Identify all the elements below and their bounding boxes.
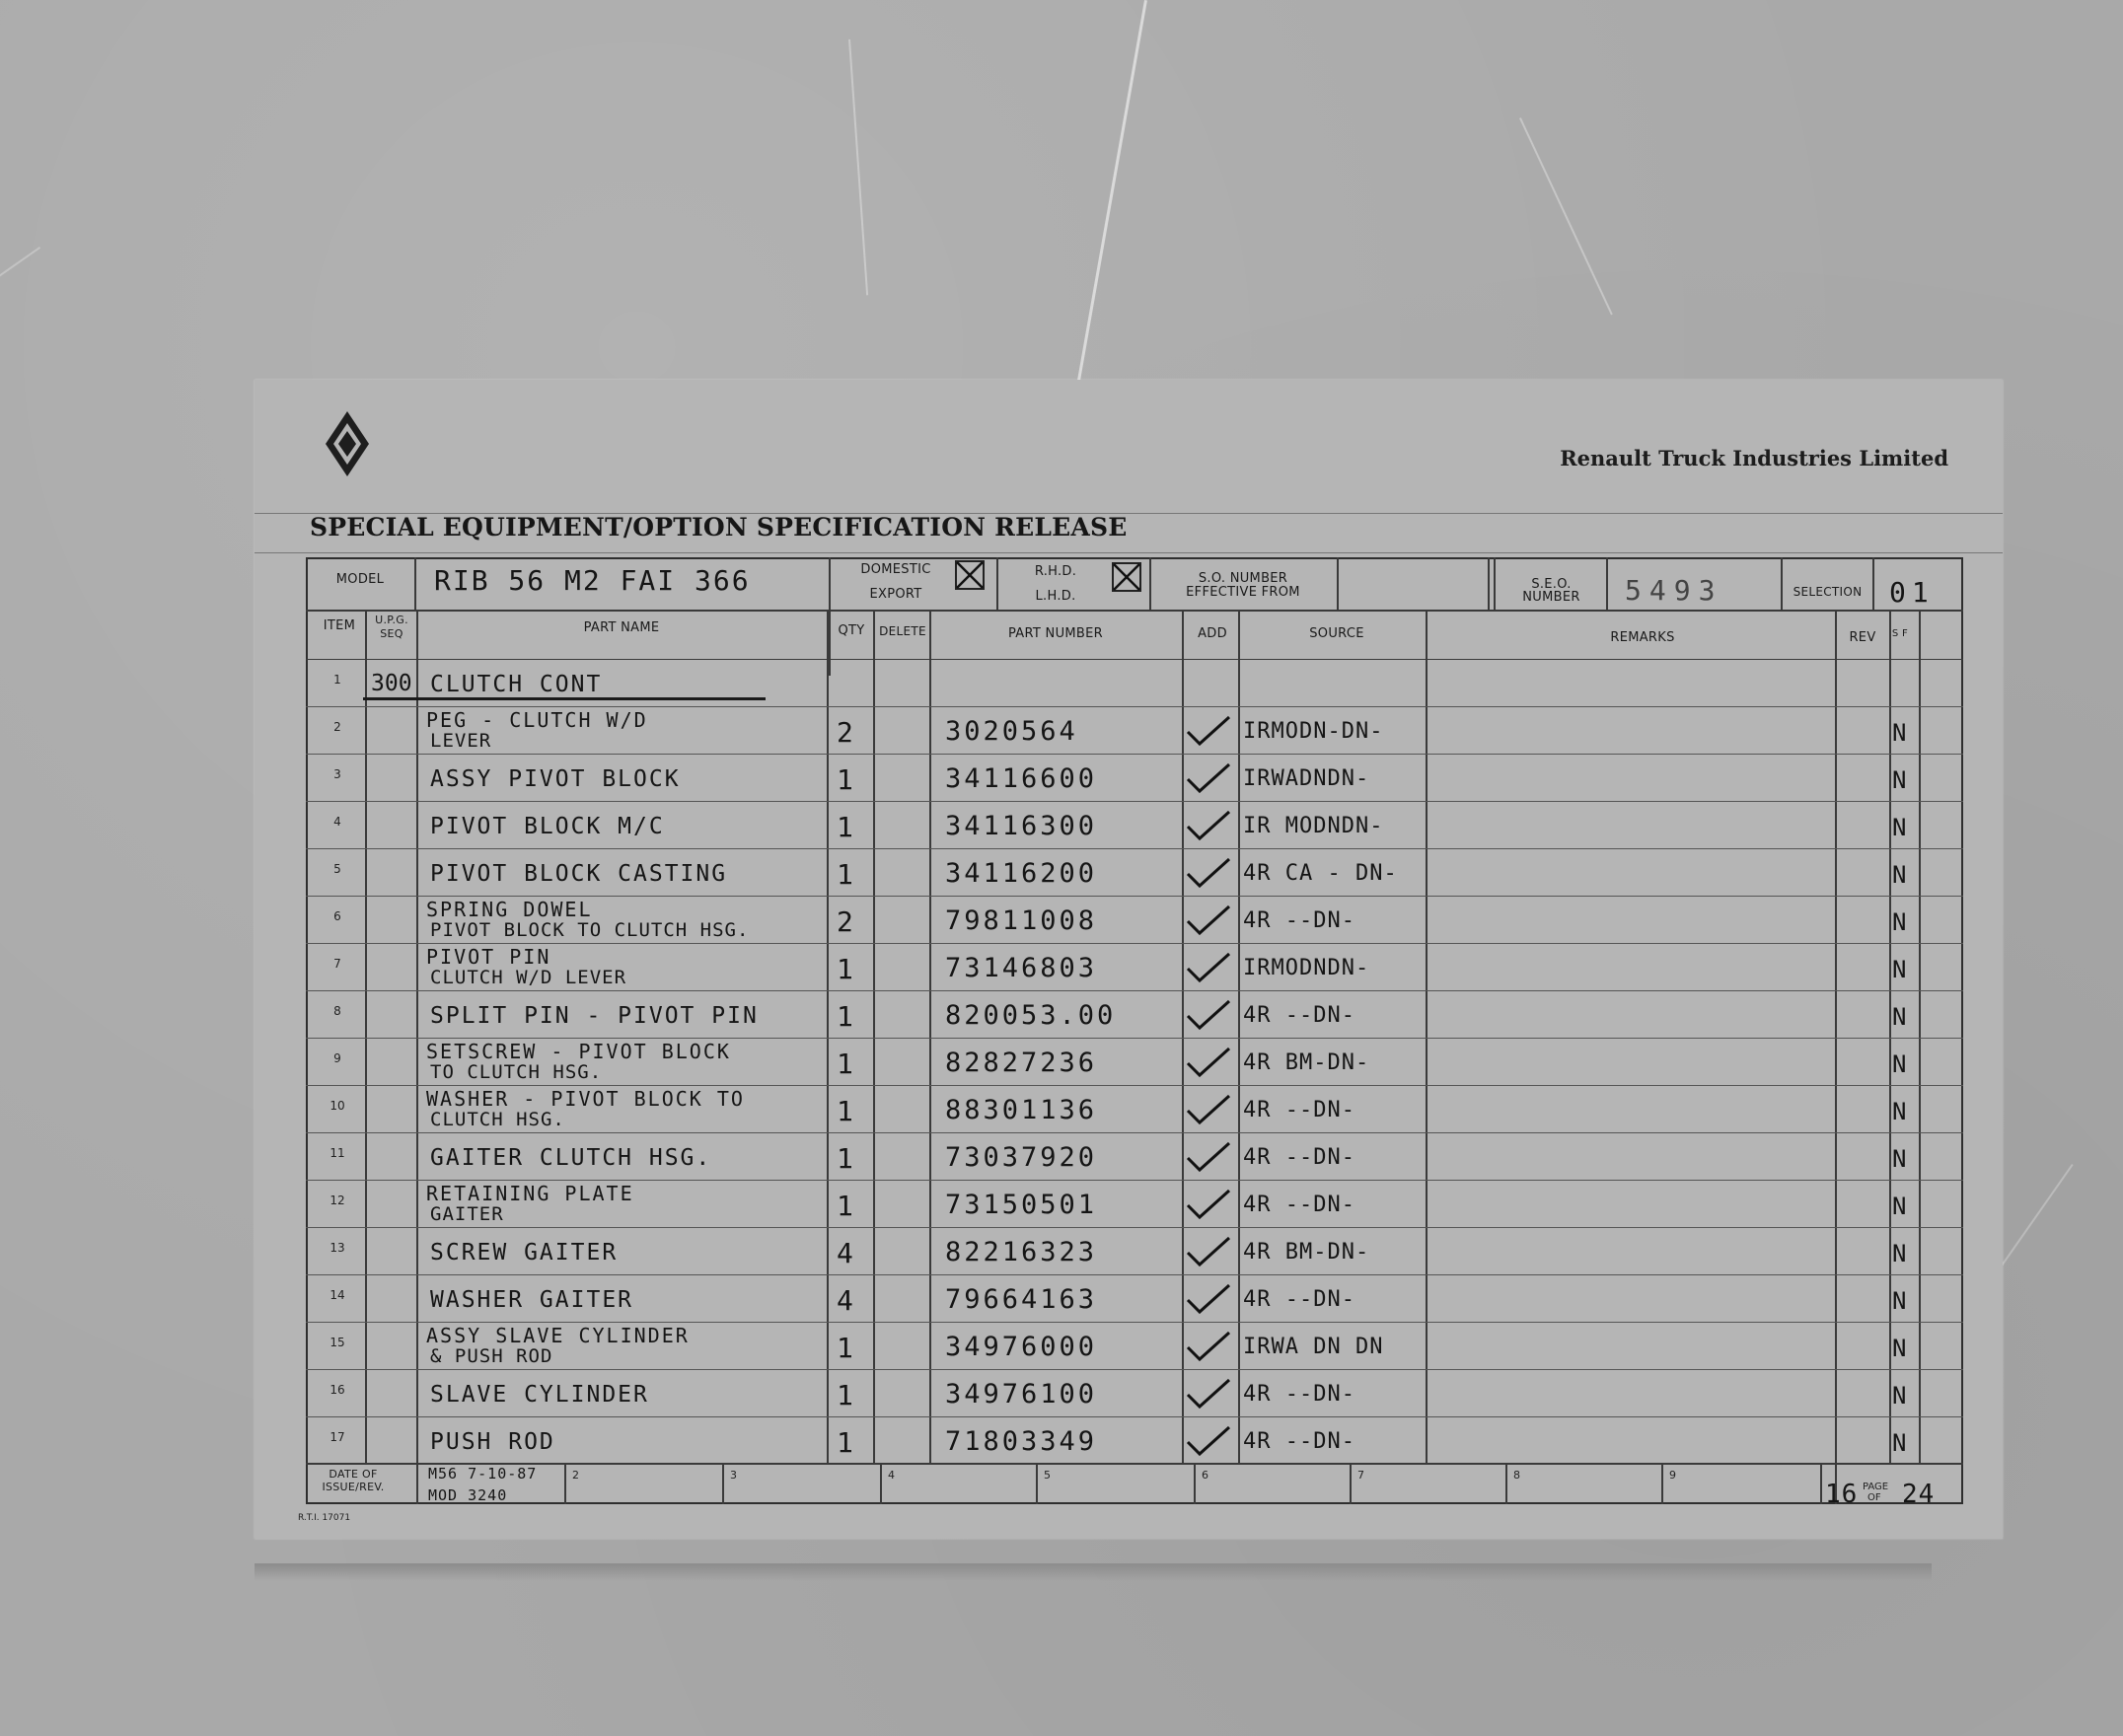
row-rev: N — [1892, 1050, 1907, 1078]
col-line-partname — [827, 610, 829, 1463]
row-rev: N — [1892, 1240, 1907, 1267]
col-line-rev — [1889, 610, 1891, 1463]
selection-divider — [1781, 557, 1783, 610]
col-line-item — [365, 610, 367, 1463]
row-divider — [306, 706, 1963, 707]
row-item-number: 15 — [329, 1336, 345, 1349]
footer-slot-divider — [1820, 1463, 1822, 1504]
row-qty: 2 — [837, 716, 853, 749]
row-part-name: PIVOT BLOCK M/C — [430, 814, 665, 839]
col-add-header: ADD — [1198, 626, 1227, 641]
add-check-icon — [1184, 951, 1233, 984]
row-part-number: 34976000 — [945, 1332, 1098, 1362]
model-divider — [414, 557, 416, 610]
row-qty: 1 — [837, 1332, 853, 1364]
so-number-label: S.O. NUMBER — [1198, 571, 1288, 586]
row-item-number: 3 — [333, 767, 341, 781]
row-item-number: 16 — [329, 1383, 345, 1397]
row-qty: 2 — [837, 905, 853, 938]
row-rev: N — [1892, 766, 1907, 794]
footer-slot-divider — [722, 1463, 724, 1504]
issue-date-value: M56 7-10-87 — [428, 1465, 538, 1483]
col-seq-header: SEQ — [380, 627, 403, 640]
footer-slot-divider — [880, 1463, 882, 1504]
col-partnumber-header: PART NUMBER — [1008, 626, 1103, 641]
add-check-icon — [1184, 1188, 1233, 1221]
page-current: 16 — [1825, 1480, 1859, 1509]
row-divider — [306, 1227, 1963, 1228]
row-part-number: 71803349 — [945, 1426, 1098, 1457]
row-item-number: 4 — [333, 815, 341, 829]
footer-slot-divider — [564, 1463, 566, 1504]
col-qty-header: QTY — [838, 623, 865, 638]
footer-slot-divider — [1661, 1463, 1663, 1504]
rhd-divider — [996, 557, 998, 610]
row-item-number: 12 — [329, 1194, 345, 1207]
row-source: IRMODN-DN- — [1243, 719, 1384, 744]
add-check-icon — [1184, 1093, 1233, 1126]
selection-value-divider — [1872, 557, 1874, 610]
col-line-sf — [1919, 610, 1921, 1463]
row-rev: N — [1892, 1287, 1907, 1315]
row-qty: 1 — [837, 1426, 853, 1459]
issue-mod-value: MOD 3240 — [428, 1486, 508, 1504]
row-part-number: 3020564 — [945, 716, 1078, 747]
row-part-name-line2: PIVOT BLOCK TO CLUTCH HSG. — [430, 919, 750, 941]
rhd-lhd-checkbox-icon — [1112, 562, 1141, 592]
row-divider — [306, 1274, 1963, 1275]
row-qty: 1 — [837, 953, 853, 985]
add-check-icon — [1184, 1282, 1233, 1316]
footer-slot-divider — [1194, 1463, 1196, 1504]
issue-rev-label: ISSUE/REV. — [322, 1481, 385, 1493]
col-line-add — [1238, 610, 1240, 1463]
row-source: 4R BM-DN- — [1243, 1050, 1370, 1075]
add-check-icon — [1184, 1330, 1233, 1363]
row-qty: 1 — [837, 1000, 853, 1033]
row-rev: N — [1892, 814, 1907, 841]
domestic-export-checkbox-icon — [955, 560, 985, 590]
row-part-name: PUSH ROD — [430, 1429, 555, 1455]
row-qty: 1 — [837, 1142, 853, 1175]
row-part-number: 34116600 — [945, 763, 1098, 794]
row-rev: N — [1892, 1145, 1907, 1173]
row-qty: 1 — [837, 763, 853, 796]
row-item-number: 10 — [329, 1099, 345, 1113]
footer-slot-divider — [1505, 1463, 1507, 1504]
header-row-divider — [306, 610, 1963, 612]
row-item-number: 14 — [329, 1288, 345, 1302]
row-divider — [306, 1132, 1963, 1133]
col-delete-header: DELETE — [879, 624, 926, 638]
row-part-name-line2: CLUTCH W/D LEVER — [430, 967, 627, 988]
row-divider — [306, 754, 1963, 755]
footer-slot-number: 5 — [1044, 1469, 1051, 1482]
row-divider — [306, 990, 1963, 991]
row-qty: 1 — [837, 1190, 853, 1222]
row-part-number: 82216323 — [945, 1237, 1098, 1267]
row-rev: N — [1892, 1003, 1907, 1031]
title-rule — [255, 552, 2003, 553]
selection-label: SELECTION — [1793, 585, 1863, 599]
row-divider — [306, 943, 1963, 944]
row-rev: N — [1892, 908, 1907, 936]
add-check-icon — [1184, 714, 1233, 748]
add-check-icon — [1184, 998, 1233, 1032]
add-check-icon — [1184, 1235, 1233, 1268]
row-part-name: SCREW GAITER — [430, 1240, 619, 1266]
row-part-number: 34116200 — [945, 858, 1098, 889]
page-of-label: OF — [1867, 1492, 1881, 1503]
row-part-name-line1: PIVOT PIN — [426, 945, 551, 969]
row-item-number: 11 — [329, 1146, 345, 1160]
footer-slot-number: 3 — [730, 1469, 737, 1482]
renault-logo-icon — [318, 409, 377, 478]
row-divider — [306, 1369, 1963, 1370]
row-part-number: 79664163 — [945, 1284, 1098, 1315]
row-divider — [306, 1416, 1963, 1417]
col-source-header: SOURCE — [1309, 626, 1364, 641]
row-part-number: 82827236 — [945, 1048, 1098, 1078]
add-check-icon — [1184, 1140, 1233, 1174]
so-divider — [1149, 557, 1151, 610]
row-source: IRMODNDN- — [1243, 956, 1370, 980]
row-item-number: 5 — [333, 862, 341, 876]
row-rev: N — [1892, 719, 1907, 747]
domestic-label: DOMESTIC — [860, 562, 931, 577]
seo-divider-2 — [1494, 557, 1496, 610]
row-part-name: SLAVE CYLINDER — [430, 1382, 649, 1408]
row-divider — [306, 1038, 1963, 1039]
row-source: IRWADNDN- — [1243, 766, 1370, 791]
page-total: 24 — [1902, 1480, 1936, 1509]
footer-slot-divider — [1350, 1463, 1352, 1504]
row-part-name-line1: RETAINING PLATE — [426, 1182, 634, 1205]
row-item-number: 17 — [329, 1430, 345, 1444]
row-divider — [306, 1180, 1963, 1181]
row-part-number: 34116300 — [945, 811, 1098, 841]
row-item-number: 6 — [333, 909, 341, 923]
row-source: 4R --DN- — [1243, 1382, 1355, 1407]
col-upg-header: U.P.G. — [375, 614, 408, 626]
col-rev-header: REV — [1849, 630, 1876, 645]
row-part-name: ASSY PIVOT BLOCK — [430, 766, 681, 792]
row-part-name-line1: ASSY SLAVE CYLINDER — [426, 1324, 690, 1347]
footer-slot-number: 6 — [1202, 1469, 1208, 1482]
col-line-delete — [929, 610, 931, 1463]
row-rev: N — [1892, 1193, 1907, 1220]
row-qty: 1 — [837, 858, 853, 891]
footer-slot-number: 4 — [888, 1469, 895, 1482]
model-value: RIB 56 M2 FAI 366 — [434, 564, 751, 597]
sheet-shadow — [255, 1563, 1932, 1581]
seo-number-value: 5493 — [1625, 574, 1723, 607]
row-source: 4R CA - DN- — [1243, 861, 1398, 886]
row-divider — [306, 896, 1963, 897]
col-item-header: ITEM — [323, 618, 356, 633]
row-qty: 1 — [837, 1048, 853, 1080]
lhd-label: L.H.D. — [1035, 589, 1076, 604]
row-part-number: 88301136 — [945, 1095, 1098, 1125]
row-source: 4R --DN- — [1243, 1145, 1355, 1170]
seo-number-label: NUMBER — [1522, 590, 1580, 605]
row-item-number: 13 — [329, 1241, 345, 1255]
row-item-number: 8 — [333, 1004, 341, 1018]
row-part-number: 79811008 — [945, 905, 1098, 936]
footer-divider — [306, 1463, 1963, 1465]
row-source: 4R --DN- — [1243, 1287, 1355, 1312]
footer-slot-divider — [1036, 1463, 1038, 1504]
row-source: IRWA DN DN — [1243, 1335, 1384, 1359]
row-divider — [306, 801, 1963, 802]
row-part-name-line1: SETSCREW - PIVOT BLOCK — [426, 1040, 731, 1063]
date-of-issue-label: DATE OF — [329, 1468, 378, 1481]
row-source: 4R --DN- — [1243, 908, 1355, 933]
seo-label: S.E.O. — [1531, 577, 1572, 592]
row-divider — [306, 1322, 1963, 1323]
form-code: R.T.I. 17071 — [298, 1513, 351, 1523]
col-partname-header: PART NAME — [583, 620, 660, 635]
row-rev: N — [1892, 1429, 1907, 1457]
column-header-divider — [306, 659, 1963, 660]
selection-value: 01 — [1889, 576, 1935, 609]
row-part-name-line2: TO CLUTCH HSG. — [430, 1061, 603, 1083]
add-check-icon — [1184, 904, 1233, 937]
domestic-divider — [829, 557, 831, 676]
row-item-number: 1 — [333, 673, 341, 687]
effective-from-label: EFFECTIVE FROM — [1186, 585, 1300, 600]
row-divider — [306, 1085, 1963, 1086]
add-check-icon — [1184, 809, 1233, 842]
row-part-name: PIVOT BLOCK CASTING — [430, 861, 728, 887]
row-part-name: SPLIT PIN - PIVOT PIN — [430, 1003, 759, 1029]
add-check-icon — [1184, 1377, 1233, 1410]
row-qty: 1 — [837, 1379, 853, 1411]
row-rev: N — [1892, 1098, 1907, 1125]
row-part-name-line2: LEVER — [430, 730, 492, 752]
row-part-name-line1: WASHER - PIVOT BLOCK TO — [426, 1087, 745, 1111]
footer-slot-number: 2 — [572, 1469, 579, 1482]
row-rev: N — [1892, 861, 1907, 889]
row-source: IR MODNDN- — [1243, 814, 1384, 838]
row-part-name-line1: SPRING DOWEL — [426, 898, 593, 921]
row-part-number: 820053.00 — [945, 1000, 1117, 1031]
add-check-icon — [1184, 1046, 1233, 1079]
page-label: PAGE — [1863, 1482, 1889, 1492]
so-value-divider — [1337, 557, 1339, 610]
row-part-name-line2: CLUTCH HSG. — [430, 1109, 565, 1130]
add-check-icon — [1184, 856, 1233, 890]
col-line-qty — [873, 610, 875, 1463]
footer-slot-number: 9 — [1669, 1469, 1676, 1482]
row-divider — [306, 848, 1963, 849]
row-source: 4R --DN- — [1243, 1003, 1355, 1028]
company-name: Renault Truck Industries Limited — [1560, 446, 1948, 470]
add-check-icon — [1184, 1424, 1233, 1458]
row-part-name-line2: GAITER — [430, 1203, 504, 1225]
row-qty: 1 — [837, 811, 853, 843]
row-rev: N — [1892, 1335, 1907, 1362]
col-remarks-header: REMARKS — [1610, 630, 1675, 645]
row-part-number: 73037920 — [945, 1142, 1098, 1173]
seo-value-divider — [1606, 557, 1608, 610]
row-source: 4R --DN- — [1243, 1098, 1355, 1122]
row-part-number: 34976100 — [945, 1379, 1098, 1410]
row-part-name-line2: & PUSH ROD — [430, 1345, 553, 1367]
row-rev: N — [1892, 1382, 1907, 1410]
model-label: MODEL — [335, 572, 385, 587]
section-title-underline — [363, 697, 766, 700]
row-upg: 300 — [371, 671, 412, 696]
row-qty: 1 — [837, 1095, 853, 1127]
seo-divider — [1488, 557, 1490, 610]
rhd-label: R.H.D. — [1034, 564, 1077, 579]
row-item-number: 9 — [333, 1051, 341, 1065]
row-part-name-line1: PEG - CLUTCH W/D — [426, 708, 648, 732]
row-qty: 4 — [837, 1284, 853, 1317]
col-sf-header: S F — [1891, 628, 1909, 639]
form-title: SPECIAL EQUIPMENT/OPTION SPECIFICATION RELEASE — [310, 513, 1128, 542]
row-part-name: GAITER CLUTCH HSG. — [430, 1145, 712, 1171]
row-item-number: 7 — [333, 957, 341, 971]
row-source: 4R --DN- — [1243, 1429, 1355, 1454]
row-qty: 4 — [837, 1237, 853, 1269]
row-item-number: 2 — [333, 720, 341, 734]
row-source: 4R --DN- — [1243, 1193, 1355, 1217]
footer-slot-number: 7 — [1357, 1469, 1364, 1482]
row-part-number: 73150501 — [945, 1190, 1098, 1220]
row-part-number: 73146803 — [945, 953, 1098, 983]
export-label: EXPORT — [869, 587, 922, 602]
row-part-name: CLUTCH CONT — [430, 672, 603, 697]
footer-slot-number: 8 — [1513, 1469, 1520, 1482]
row-source: 4R BM-DN- — [1243, 1240, 1370, 1265]
col-line-source — [1426, 610, 1428, 1463]
row-part-name: WASHER GAITER — [430, 1287, 634, 1313]
add-check-icon — [1184, 761, 1233, 795]
row-rev: N — [1892, 956, 1907, 983]
